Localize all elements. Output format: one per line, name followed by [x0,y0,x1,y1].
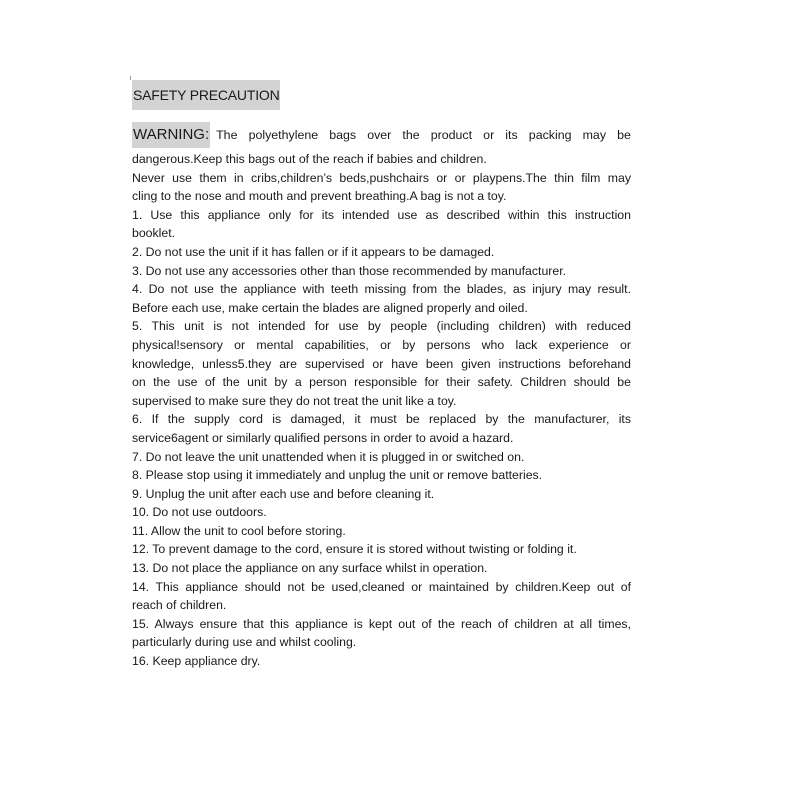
text-line: dangerous.Keep this bags out of the reach if babies and children. [132,152,487,166]
text-line: 11. Allow the unit to cool before storing. [132,523,346,538]
text-line: 15. Always ensure that this appliance is kept out of the reach of children at all times, [132,616,631,631]
text-line: Before each use, make certain the blades are aligned properly and oiled. [132,300,528,315]
text-line: particularly during use and whilst cooling. [132,635,357,650]
warning-word: over [367,128,392,142]
warning-word: its [505,128,518,142]
text-line: service6agent or similarly qualified persons in order to avoid a hazard. [132,430,514,445]
warning-word: polyethylene [248,128,319,142]
warning-word: the [402,128,420,142]
text-line: 14. This appliance should not be used,cleaned or maintained by children.Keep out of [132,579,631,594]
page-title: SAFETY PRECAUTION [132,80,280,110]
warning-line [132,122,631,148]
precaution-body [132,150,631,671]
text-line: physical!sensory or mental capabilities, or by persons who lack experience or [132,337,631,352]
text-line: 16. Keep appliance dry. [132,654,261,669]
text-line: reach of children. [132,598,227,613]
warning-word: packing [528,128,572,142]
text-line: supervised to make sure they do not treat the unit like a toy. [132,393,457,408]
text-line: cling to the nose and mouth and prevent breathing.A bag is not a toy. [132,189,507,204]
document-page [132,80,631,671]
text-line: 7. Do not leave the unit unattended when it is plugged in or switched on. [132,449,525,464]
text-line: 3. Do not use any accessories other than those recommended by manufacturer. [132,263,567,278]
text-line: on the use of the unit by a person responsible for their safety. Children should be [132,375,631,390]
warning-text-first-line [216,128,631,142]
warning-word: product [430,128,473,142]
text-line: 1. Use this appliance only for its intended use as described within this instruction [132,207,631,222]
text-line: 6. If the supply cord is damaged, it must be replaced by the manufacturer, its [132,412,631,427]
warning-label: WARNING: [132,122,210,148]
text-line: knowledge, unless5.they are supervised or have been given instructions beforehand [132,356,631,371]
warning-word: bags [329,128,357,142]
text-line: 9. Unplug the unit after each use and before cleaning it. [132,486,435,501]
text-line: 12. To prevent damage to the cord, ensure it is stored without twisting or folding it. [132,542,577,557]
warning-word: may [582,128,607,142]
page-corner-mark [130,76,131,80]
text-line: 5. This unit is not intended for use by people (including children) with reduced [132,319,631,334]
warning-word: or [483,128,495,142]
warning-word: be [617,128,631,142]
text-line: 8. Please stop using it immediately and unplug the unit or remove batteries. [132,468,543,483]
text-line: 4. Do not use the appliance with teeth missing from the blades, as injury may result. [132,282,631,297]
text-line: 13. Do not place the appliance on any surface whilst in operation. [132,561,488,576]
text-line: 10. Do not use outdoors. [132,505,267,520]
warning-word: The [216,128,238,142]
text-line: 2. Do not use the unit if it has fallen or if it appears to be damaged. [132,244,495,259]
text-line: Never use them in cribs,children’s beds,pushchairs or or playpens.The thin film may [132,170,631,185]
text-line: booklet. [132,226,176,241]
